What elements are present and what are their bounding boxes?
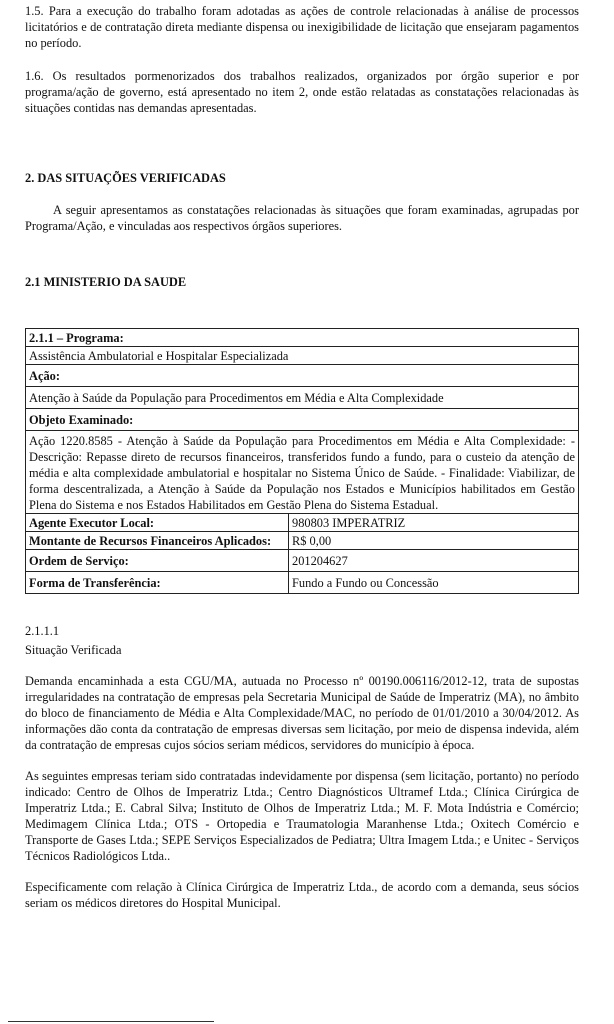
montante-label: Montante de Recursos Financeiros Aplicados: bbox=[26, 532, 289, 550]
section-2-1-title: 2.1 MINISTERIO DA SAUDE bbox=[25, 275, 187, 289]
document-page bbox=[25, 0, 579, 911]
programa-label: 2.1.1 – Programa: bbox=[26, 329, 579, 347]
objeto-label: Objeto Examinado: bbox=[26, 409, 579, 431]
footnote-separator bbox=[8, 1021, 214, 1022]
forma-value: Fundo a Fundo ou Concessão bbox=[289, 572, 579, 594]
paragraph-1-5: 1.5. Para a execução do trabalho foram adotadas as ações de controle relacionadas à análise de processos licitatórios e de contratação direta mediante dispensa ou inexigibilidade de licitação que ensejaram pagamentos no período. bbox=[25, 4, 579, 50]
programa-value: Assistência Ambulatorial e Hospitalar Especializada bbox=[26, 347, 579, 365]
finding-heading: Situação Verificada bbox=[25, 643, 122, 657]
ordem-label: Ordem de Serviço: bbox=[26, 550, 289, 572]
montante-value: R$ 0,00 bbox=[289, 532, 579, 550]
paragraph-1-6: 1.6. Os resultados pormenorizados dos trabalhos realizados, organizados por órgão superior e por programa/ação de governo, está apresentado no item 2, onde estão relatadas as constatações relacionadas às situações contidas nas demandas apresentadas. bbox=[25, 69, 579, 115]
agente-label: Agente Executor Local: bbox=[26, 514, 289, 532]
acao-label: Ação: bbox=[26, 365, 579, 387]
forma-label: Forma de Transferência: bbox=[26, 572, 289, 594]
finding-paragraph-1: Demanda encaminhada a esta CGU/MA, autuada no Processo nº 00190.006116/2012-12, trata de supostas irregularidades na contratação de empresas pela Secretaria Municipal de Saúde de Imperatriz (MA), no âmbito do bloco de financiamento de Média e Alta Complexidade/MAC, no período de 01/01/2010 a 30/04/2012. As informações dão conta da contratação de empresas diversas sem licitação, por meio de dispensa indevida, além da contratação de empresas cujos sócios seriam médicos, servidores do município à época. bbox=[25, 674, 579, 752]
objeto-value: Ação 1220.8585 - Atenção à Saúde da População para Procedimentos em Média e Alta Complexidade: - Descrição: Repasse direto de recursos financeiros, transferidos fundo a fundo, para o custeio da atenção de média e alta complexidade ambulatorial e hospitalar no Sistema Único de Saúde. - Finalidade: Viabilizar, de forma descentralizada, a Atenção à Saúde da População nos Estados e Municípios habilitados em Gestão Plena do Sistema e nos Estados Habilitados em Gestão Plena do Sistema Estadual. bbox=[26, 431, 579, 514]
finding-paragraph-3: Especificamente com relação à Clínica Cirúrgica de Imperatriz Ltda., de acordo com a demanda, seus sócios seriam os médicos diretores do Hospital Municipal. bbox=[25, 880, 579, 910]
program-table bbox=[25, 328, 579, 594]
section-2-title: 2. DAS SITUAÇÕES VERIFICADAS bbox=[25, 171, 226, 185]
section-2-text: A seguir apresentamos as constatações relacionadas às situações que foram examinadas, agrupadas por Programa/Ação, e vinculadas aos respectivos órgãos superiores. bbox=[25, 203, 579, 233]
finding-number: 2.1.1.1 bbox=[25, 624, 60, 638]
agente-value: 980803 IMPERATRIZ bbox=[289, 514, 579, 532]
ordem-value: 201204627 bbox=[289, 550, 579, 572]
finding-paragraph-2: As seguintes empresas teriam sido contratadas indevidamente por dispensa (sem licitação, portanto) no período indicado: Centro de Olhos de Imperatriz Ltda.; Centro Diagnósticos Ultramef Ltda.; Clínica Cirúrgica de Imperatriz Ltda.; E. Cabral Silva; Instituto de Olhos de Imperatriz Ltda.; M. F. Mota Indústria e Comércio; Medimagem Clínica Ltda.; OTS - Ortopedia e Traumatologia Maranhense Ltda.; Oxitech Comércio e Transporte de Gases Ltda.; SEPE Serviços Especializados de Pediatra; Ultra Imagem Ltda.; e Unitec - Serviços Técnicos Radiológicos Ltda.. bbox=[25, 769, 579, 863]
acao-value: Atenção à Saúde da População para Procedimentos em Média e Alta Complexidade bbox=[26, 387, 579, 409]
